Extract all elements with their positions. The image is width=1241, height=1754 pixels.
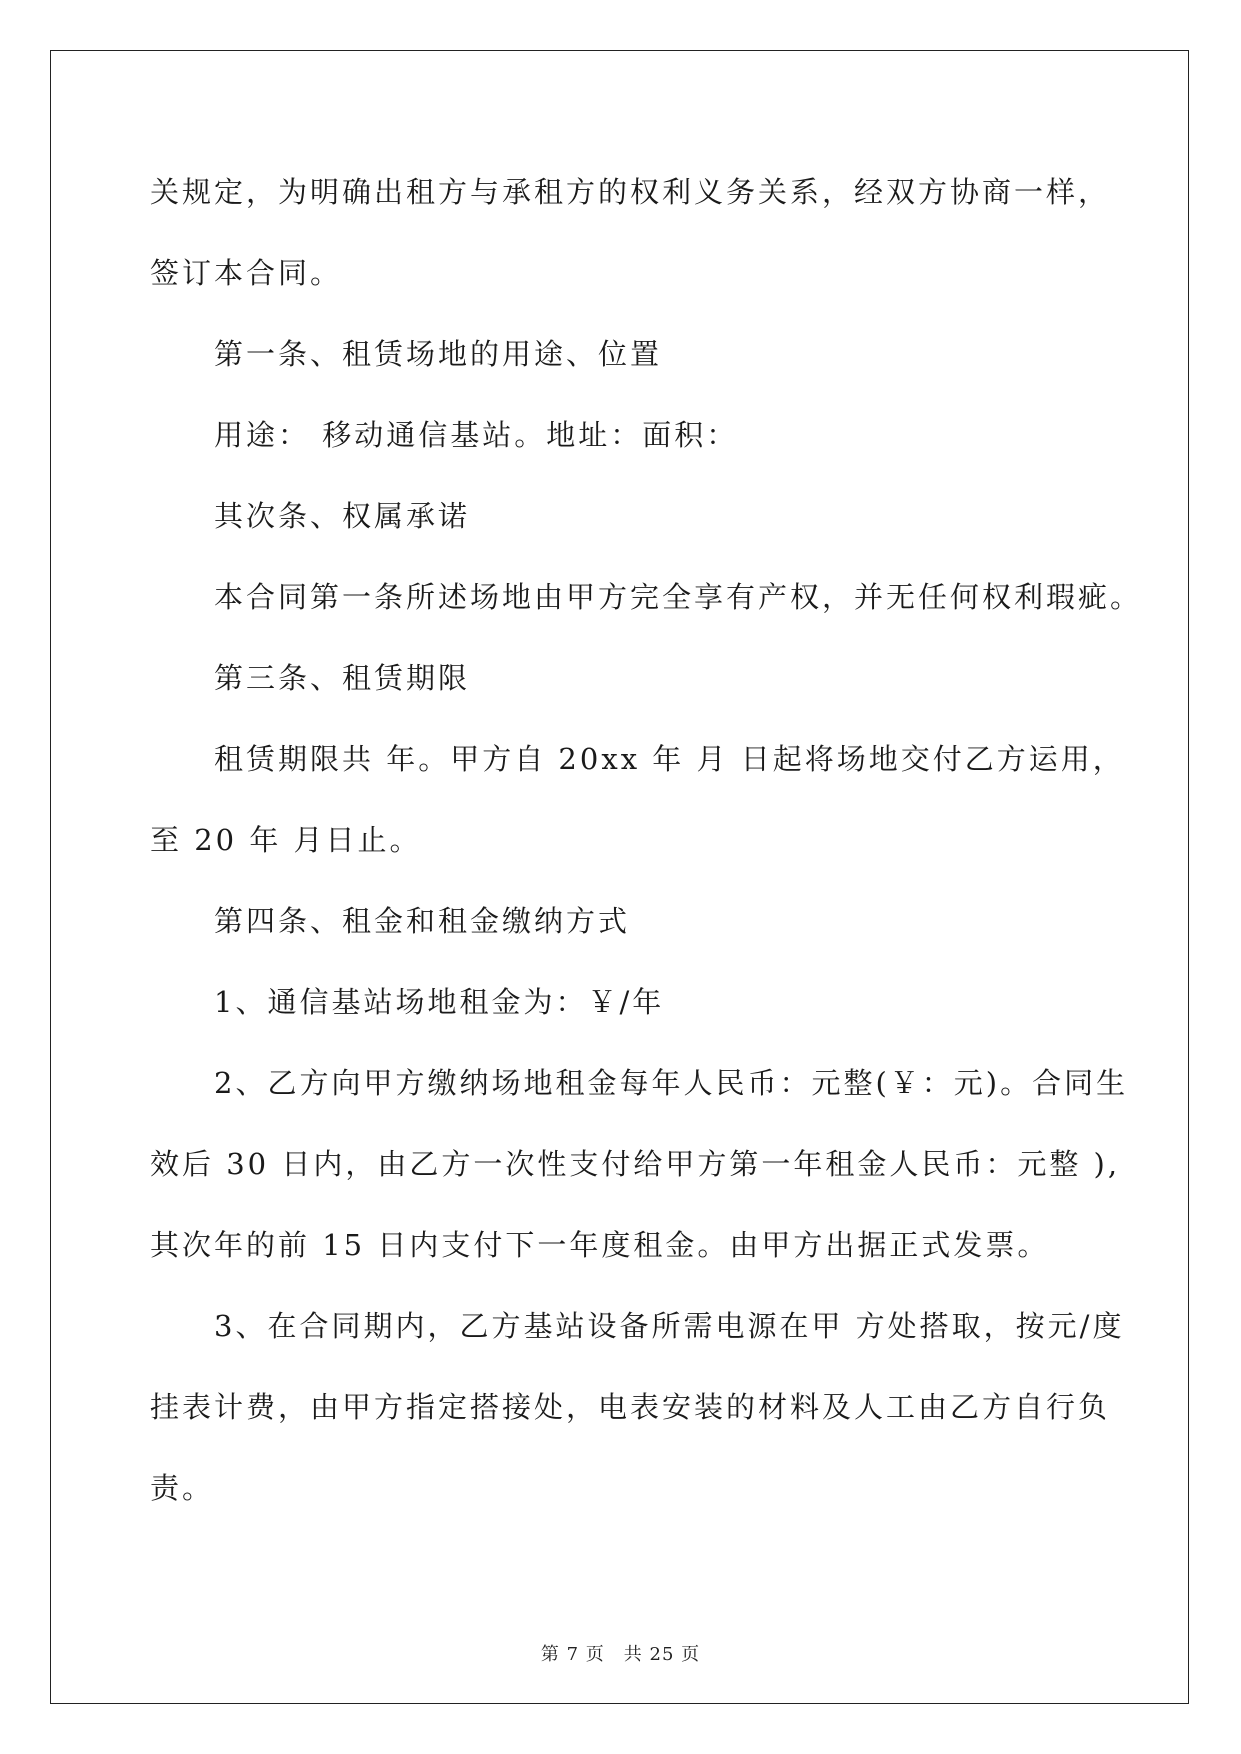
text-line: 本合同第一条所述场地由甲方完全享有产权，并无任何权利瑕疵。 (214, 580, 1143, 614)
page-number-footer: 第 7 页 共 25 页 (540, 1644, 701, 1665)
text-line: 其次年的前 15 日内支付下一年度租金。由甲方出据正式发票。 (150, 1228, 1050, 1262)
text-line: 签订本合同。 (150, 256, 343, 290)
text-line: 关规定，为明确出租方与承租方的权利义务关系，经双方协商一样， (150, 175, 1111, 209)
text-line: 租赁期限共 年。甲方自 20xx 年 月 日起将场地交付乙方运用， (214, 742, 1125, 776)
text-line: 用途： 移动通信基站。地址：面积： (214, 418, 739, 452)
section-heading: 第四条、租金和租金缴纳方式 (214, 904, 631, 938)
text-line: 3、在合同期内，乙方基站设备所需电源在甲 方处搭取，按元/度 (214, 1309, 1125, 1343)
section-heading: 第三条、租赁期限 (214, 661, 471, 695)
page-border (50, 50, 1189, 1704)
text-line: 效后 30 日内，由乙方一次性支付给甲方第一年租金人民币：元整 ), (150, 1147, 1121, 1181)
text-line: 2、乙方向甲方缴纳场地租金每年人民币：元整(￥：元)。合同生 (214, 1066, 1129, 1100)
text-line: 挂表计费，由甲方指定搭接处，电表安装的材料及人工由乙方自行负 (150, 1390, 1111, 1424)
section-heading: 其次条、权属承诺 (214, 499, 471, 533)
text-line: 至 20 年 月日止。 (150, 823, 422, 857)
section-heading: 第一条、租赁场地的用途、位置 (214, 337, 663, 371)
text-line: 责。 (150, 1471, 215, 1505)
text-line: 1、通信基站场地租金为：￥/年 (214, 985, 665, 1019)
